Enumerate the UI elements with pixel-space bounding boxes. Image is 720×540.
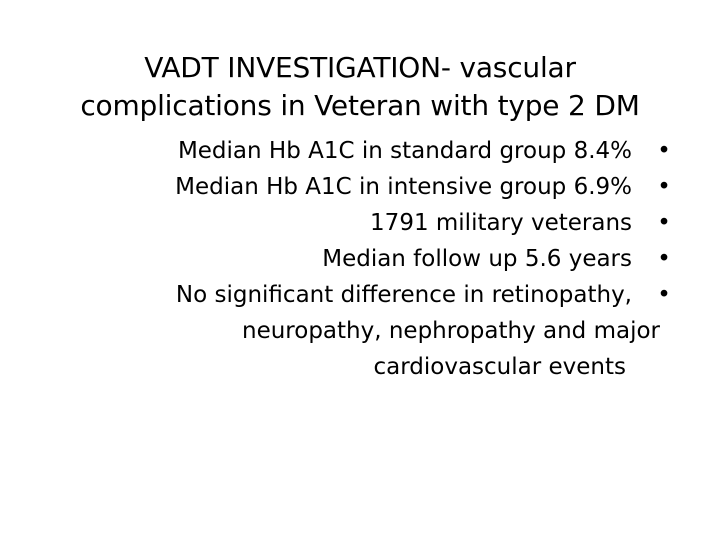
bullet-line-3: cardiovascular events: [373, 354, 626, 380]
bullet-text: Median Hb A1C in standard group 8.4%: [177, 138, 632, 164]
bullet-text: Median Hb A1C in intensive group 6.9%: [175, 174, 632, 200]
bullet-text: [60, 277, 660, 385]
title-line-1: VADT INVESTIGATION- vascular: [144, 50, 576, 84]
bullet-dot-icon: •: [657, 246, 671, 272]
bullet-text: 1791 military veterans: [370, 210, 632, 236]
bullet-list: [60, 133, 680, 385]
bullet-text: Median follow up 5.6 years: [322, 246, 632, 272]
bullet-line-1: No significant difference in retinopathy,: [175, 282, 632, 308]
bullet-line-2: neuropathy, nephropathy and major: [242, 318, 660, 344]
bullet-dot-icon: •: [657, 210, 671, 236]
bullet-item-standard-a1c: [60, 133, 680, 169]
bullet-dot-icon: •: [657, 174, 671, 200]
bullet-item-intensive-a1c: [60, 169, 680, 205]
bullet-item-veterans: [60, 205, 680, 241]
bullet-item-no-difference: [60, 277, 680, 385]
bullet-dot-icon: •: [657, 282, 671, 308]
bullet-item-follow-up: [60, 241, 680, 277]
bullet-dot-icon: •: [657, 138, 671, 164]
title-line-2: complications in Veteran with type 2 DM: [80, 88, 640, 122]
slide-title: [36, 49, 684, 125]
